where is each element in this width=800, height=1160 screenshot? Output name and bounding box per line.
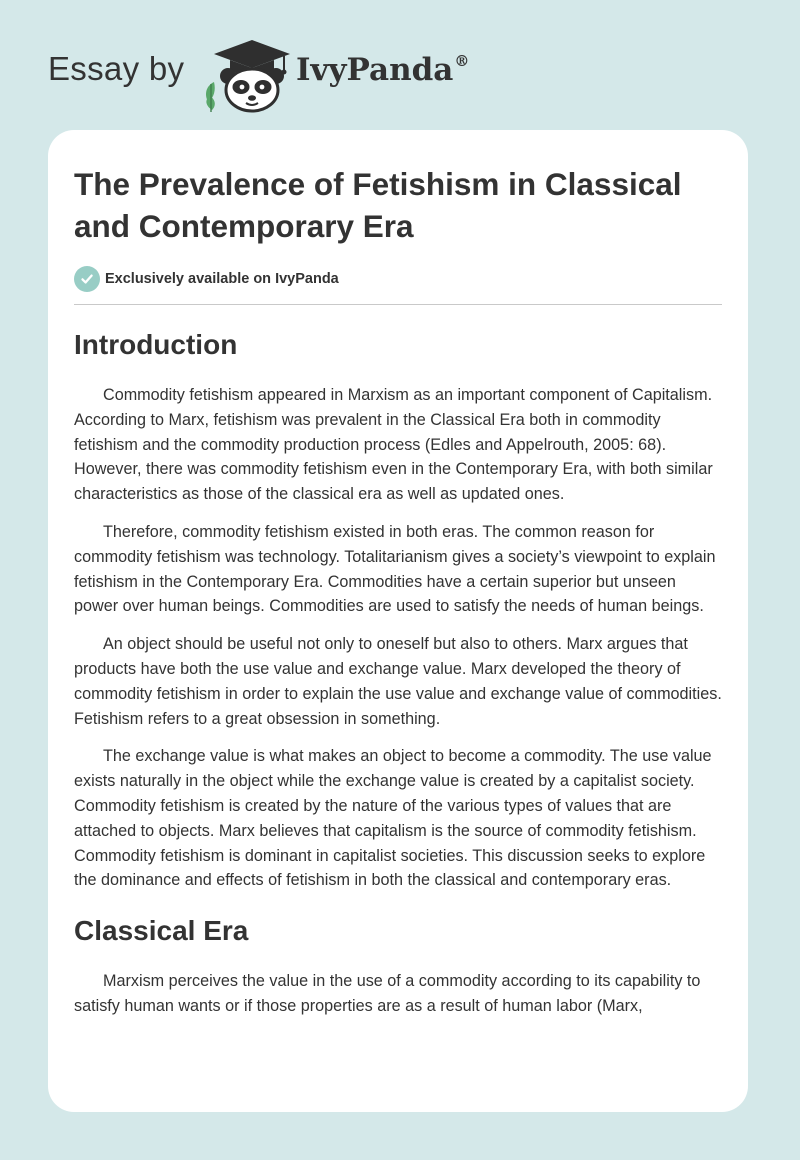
section-heading: Introduction — [74, 329, 238, 360]
essay-title: The Prevalence of Fetishism in Classical and Contemporary Era — [74, 166, 682, 244]
section-heading: Classical Era — [74, 915, 249, 947]
brand-name-text: IvyPanda — [296, 52, 454, 88]
brand-prefix: Essay by — [48, 50, 185, 87]
essay-content — [74, 163, 722, 1019]
paragraph: Marxism perceives the value in the use of a commodity according to its capability to satisfy human wants or if those properties are as a result of human labor (Marx, — [74, 972, 701, 1015]
check-mark-icon — [80, 272, 94, 286]
section-classical-era — [74, 913, 722, 1019]
brand-header — [48, 30, 508, 110]
section-introduction — [74, 327, 722, 893]
paragraph: The exchange value is what makes an object to become a commodity. The use value exists naturally in the object while the exchange value is created by a capitalist society. Commodity fetishism is created by the nature of the various types of values that are attached to objects. Marx believes that capitalism is the source of commodity fetishism. Commodity fetishism is dominant in capitalist societies. This discussion seeks to explore the dominance and effects of fetishism in both the classical and contemporary eras. — [74, 747, 712, 890]
brand-name — [296, 52, 469, 88]
exclusive-badge — [74, 265, 722, 293]
paragraph: Commodity fetishism appeared in Marxism as an important component of Capitalism. According to Marx, fetishism was prevalent in the Classical Era both in commodity fetishism and the commodity production process (Edles and Appelrouth, 2005: 68). However, there was commodity fetishism even in the Contemporary Era, with both similar characteristics as those of the classical era as well as updated ones. — [74, 386, 713, 504]
essay-card — [48, 130, 748, 1112]
check-icon — [74, 266, 100, 292]
title-divider — [74, 304, 722, 305]
panda-graduate-icon[interactable] — [200, 36, 294, 114]
paragraph: Therefore, commodity fetishism existed in both eras. The common reason for commodity fetishism was technology. Totalitarianism gives a society’s viewpoint to explain fetishism in the Contemporary Era. Commodities have a certain superior but unseen power over human beings. Commodities are used to satisfy the needs of human beings. — [74, 522, 716, 616]
paragraph: An object should be useful not only to oneself but also to others. Marx argues that products have both the use value and exchange value. Marx developed the theory of commodity fetishism in order to explain the use value and exchange value of commodities. Fetishism refers to a great obsession in something. — [74, 635, 722, 728]
exclusive-badge-text: Exclusively available on IvyPanda — [105, 271, 339, 287]
registered-mark: ® — [454, 52, 470, 70]
